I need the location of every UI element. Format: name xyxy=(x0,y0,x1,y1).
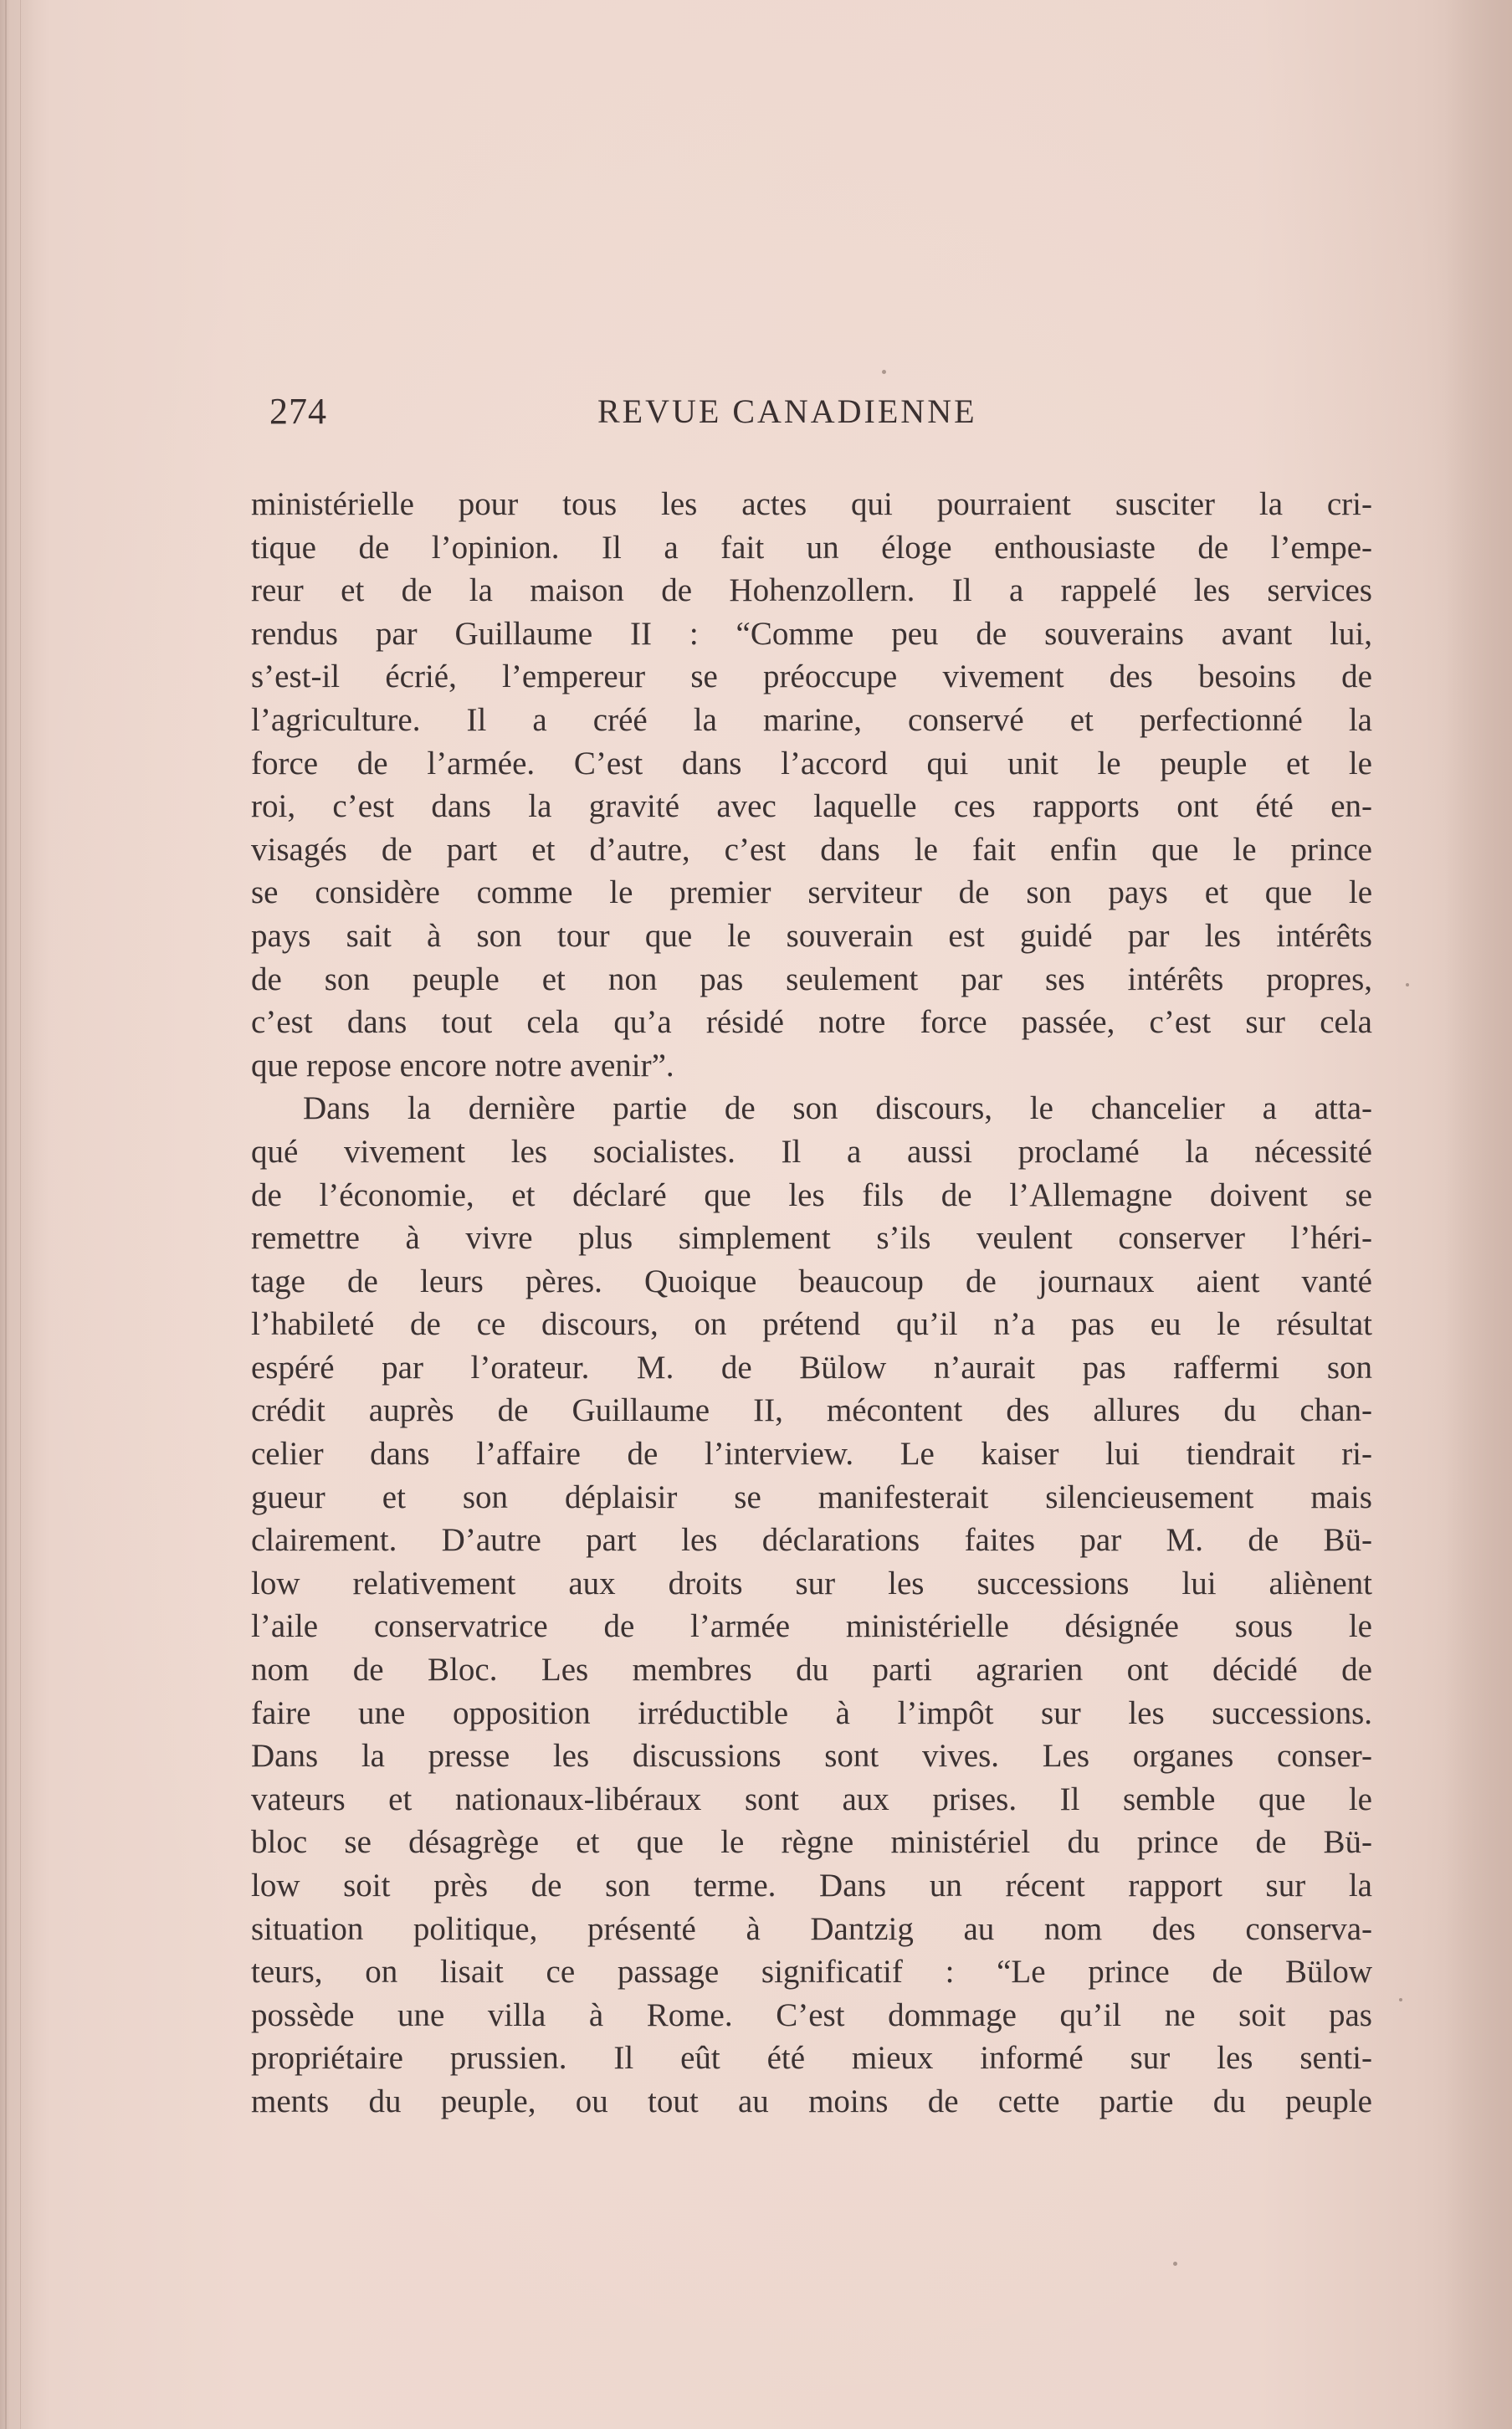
text-line: teurs, on lisait ce passage significatif : “Le prince de Bülow xyxy=(251,1954,1372,1991)
paper-speck xyxy=(1173,2262,1177,2266)
text-line: tique de l’opinion. Il a fait un éloge enthousiaste de l’empe- xyxy=(251,529,1372,566)
text-line: rendus par Guillaume II : “Comme peu de souverains avant lui, xyxy=(251,615,1372,652)
paper-speck xyxy=(1399,1998,1402,2001)
text-line: low soit près de son terme. Dans un récent rapport sur la xyxy=(251,1868,1372,1904)
text-line: Dans la presse les discussions sont vives. Les organes conser- xyxy=(251,1738,1372,1775)
page-number: 274 xyxy=(269,391,327,432)
page-edge-line xyxy=(5,0,7,2429)
text-line: faire une opposition irréductible à l’impôt sur les successions. xyxy=(251,1694,1372,1731)
text-line: gueur et son déplaisir se manifesterait silencieusement mais xyxy=(251,1478,1372,1515)
paper-speck xyxy=(882,370,886,374)
text-line: clairement. D’autre part les déclarations faites par M. de Bü- xyxy=(251,1522,1372,1559)
text-line: se considère comme le premier serviteur de son pays et que le xyxy=(251,874,1372,911)
text-line: l’agriculture. Il a créé la marine, conservé et perfectionné la xyxy=(251,701,1372,738)
text-line: l’habileté de ce discours, on prétend qu’il n’a pas eu le résultat xyxy=(251,1306,1372,1343)
text-line: roi, c’est dans la gravité avec laquelle ces rapports ont été en- xyxy=(251,788,1372,825)
text-line: de son peuple et non pas seulement par ses intérêts propres, xyxy=(251,961,1372,997)
text-line: vateurs et nationaux-libéraux sont aux prises. Il semble que le xyxy=(251,1781,1372,1817)
text-line: crédit auprès de Guillaume II, mécontent des allures du chan- xyxy=(251,1392,1372,1429)
text-line: situation politique, présenté à Dantzig au nom des conserva- xyxy=(251,1910,1372,1947)
text-line: pays sait à son tour que le souverain est guidé par les intérêts xyxy=(251,917,1372,954)
page-right-shadow xyxy=(1445,0,1512,2429)
text-line: de l’économie, et déclaré que les fils de l’Allemagne doivent se xyxy=(251,1176,1372,1213)
text-line: que repose encore notre avenir”. xyxy=(251,1047,674,1084)
text-line: l’aile conservatrice de l’armée ministérielle désignée sous le xyxy=(251,1608,1372,1645)
text-line: force de l’armée. C’est dans l’accord qui unit le peuple et le xyxy=(251,745,1372,781)
text-line: low relativement aux droits sur les successions lui aliènent xyxy=(251,1565,1372,1601)
text-line: nom de Bloc. Les membres du parti agrarien ont décidé de xyxy=(251,1652,1372,1689)
text-line: Dans la dernière partie de son discours, le chancelier a atta- xyxy=(303,1090,1372,1127)
text-line: propriétaire prussien. Il eût été mieux informé sur les senti- xyxy=(251,2040,1372,2077)
text-line: celier dans l’affaire de l’interview. Le kaiser lui tiendrait ri- xyxy=(251,1436,1372,1473)
page-header xyxy=(269,390,1060,448)
text-line: espéré par l’orateur. M. de Bülow n’aurait pas raffermi son xyxy=(251,1349,1372,1386)
text-line: s’est-il écrié, l’empereur se préoccupe vivement des besoins de xyxy=(251,658,1372,695)
body-text xyxy=(251,483,1372,2124)
text-line: ments du peuple, ou tout au moins de cette partie du peuple xyxy=(251,2083,1372,2119)
running-title: REVUE CANADIENNE xyxy=(597,392,977,430)
text-line: reur et de la maison de Hohenzollern. Il a rappelé les services xyxy=(251,572,1372,609)
text-line: tage de leurs pères. Quoique beaucoup de journaux aient vanté xyxy=(251,1263,1372,1299)
page-edge-line xyxy=(20,0,21,2429)
paper-speck xyxy=(1406,983,1409,986)
text-line: bloc se désagrège et que le règne ministériel du prince de Bü- xyxy=(251,1824,1372,1861)
text-line: c’est dans tout cela qu’a résidé notre force passée, c’est sur cela xyxy=(251,1004,1372,1041)
text-line: visagés de part et d’autre, c’est dans le fait enfin que le prince xyxy=(251,831,1372,868)
text-line: ministérielle pour tous les actes qui pourraient susciter la cri- xyxy=(251,486,1372,522)
text-line: possède une villa à Rome. C’est dommage qu’il ne soit pas xyxy=(251,1996,1372,2033)
text-line: qué vivement les socialistes. Il a aussi proclamé la nécessité xyxy=(251,1133,1372,1170)
text-line: remettre à vivre plus simplement s’ils veulent conserver l’héri- xyxy=(251,1220,1372,1257)
